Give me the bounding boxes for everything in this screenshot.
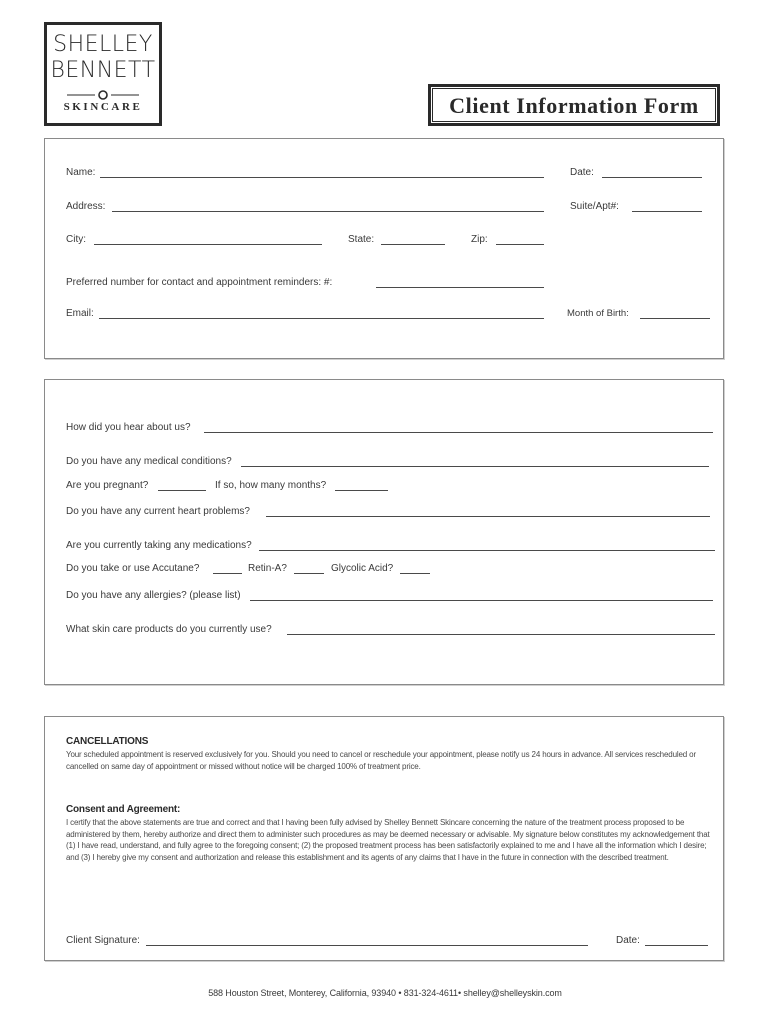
hear-about-field[interactable] (204, 432, 713, 433)
accutane-label: Do you take or use Accutane? (66, 563, 200, 574)
email-field[interactable] (99, 318, 544, 319)
pregnant-label: Are you pregnant? (66, 480, 149, 491)
logo-line-shelley: SHELLEY (53, 32, 153, 57)
address-label: Address: (66, 201, 106, 212)
cancellations-heading: CANCELLATIONS (66, 736, 149, 747)
state-field[interactable] (381, 244, 445, 245)
glycolic-label: Glycolic Acid? (331, 563, 394, 574)
birth-month-field[interactable] (640, 318, 710, 319)
signature-date-label: Date: (616, 935, 640, 946)
cancellations-text: Your scheduled appointment is reserved exclusively for you. Should you need to cancel or reschedule your appointment, please notify us 24 hours in advance. All services rescheduled or cancelled on same day of appointment or missed without notice will be charged 100% of treatment price. (66, 750, 696, 771)
name-field[interactable] (100, 177, 544, 178)
footer-contact: 588 Houston Street, Monterey, California, 93940 • 831-324-4611• shelley@shelleyskin.com (208, 988, 562, 998)
state-label: State: (348, 234, 375, 245)
medical-conditions-field[interactable] (241, 466, 709, 467)
zip-label: Zip: (471, 234, 488, 245)
suite-field[interactable] (632, 211, 702, 212)
products-field[interactable] (287, 634, 715, 635)
medications-field[interactable] (259, 550, 715, 551)
months-field[interactable] (335, 490, 388, 491)
logo-ornament-icon (65, 89, 141, 101)
pregnant-field[interactable] (158, 490, 206, 491)
brand-logo (44, 22, 162, 126)
allergies-field[interactable] (250, 600, 713, 601)
months-label: If so, how many months? (215, 480, 327, 491)
suite-label: Suite/Apt#: (570, 201, 619, 212)
logo-line-skincare: SKINCARE (63, 101, 143, 113)
name-label: Name: (66, 167, 96, 178)
address-field[interactable] (112, 211, 544, 212)
policy-consent-section (44, 716, 724, 961)
medical-conditions-label: Do you have any medical conditions? (66, 456, 232, 467)
heart-problems-field[interactable] (266, 516, 710, 517)
date-field[interactable] (602, 177, 702, 178)
consent-text: I certify that the above statements are true and correct and that I having been fully advised by Shelley Bennett Skincare concerning the nature of the treatment process proposed to be administered by them, hereby authorize and direct them to administer such procedures as may be deemed necessary or advisable. My signature below constitutes my acknowledgement that (1) I have read, understand, and fully agree to the foregoing consent; (2) the proposed treatment process has been satisfactorily explained to me and I have all the information which I desire; and (3) I hereby give my consent and authorization and release this establishment and its agents of any claims that I have in the future in connection with the described treatment. (66, 818, 710, 862)
retin-a-field[interactable] (294, 573, 324, 574)
email-label: Email: (66, 308, 94, 319)
city-label: City: (66, 234, 86, 245)
allergies-label: Do you have any allergies? (please list) (66, 590, 241, 601)
accutane-field[interactable] (213, 573, 242, 574)
logo-line-bennett: BENNETT (50, 58, 156, 83)
glycolic-field[interactable] (400, 573, 430, 574)
medications-label: Are you currently taking any medications? (66, 540, 252, 551)
health-questions-section (44, 379, 724, 685)
heart-problems-label: Do you have any current heart problems? (66, 506, 250, 517)
products-label: What skin care products do you currently use? (66, 624, 272, 635)
consent-heading: Consent and Agreement: (66, 804, 181, 815)
zip-field[interactable] (496, 244, 544, 245)
signature-date-field[interactable] (645, 945, 708, 946)
birth-month-label: Month of Birth: (567, 308, 629, 319)
date-label: Date: (570, 167, 594, 178)
contact-info-section (44, 138, 724, 359)
form-title: Client Information Form (449, 93, 699, 118)
phone-field[interactable] (376, 287, 544, 288)
city-field[interactable] (94, 244, 322, 245)
signature-label: Client Signature: (66, 935, 140, 946)
hear-about-label: How did you hear about us? (66, 422, 191, 433)
retin-a-label: Retin-A? (248, 563, 287, 574)
form-title-box (428, 84, 720, 126)
phone-label: Preferred number for contact and appointment reminders: #: (66, 277, 333, 288)
signature-field[interactable] (146, 945, 588, 946)
